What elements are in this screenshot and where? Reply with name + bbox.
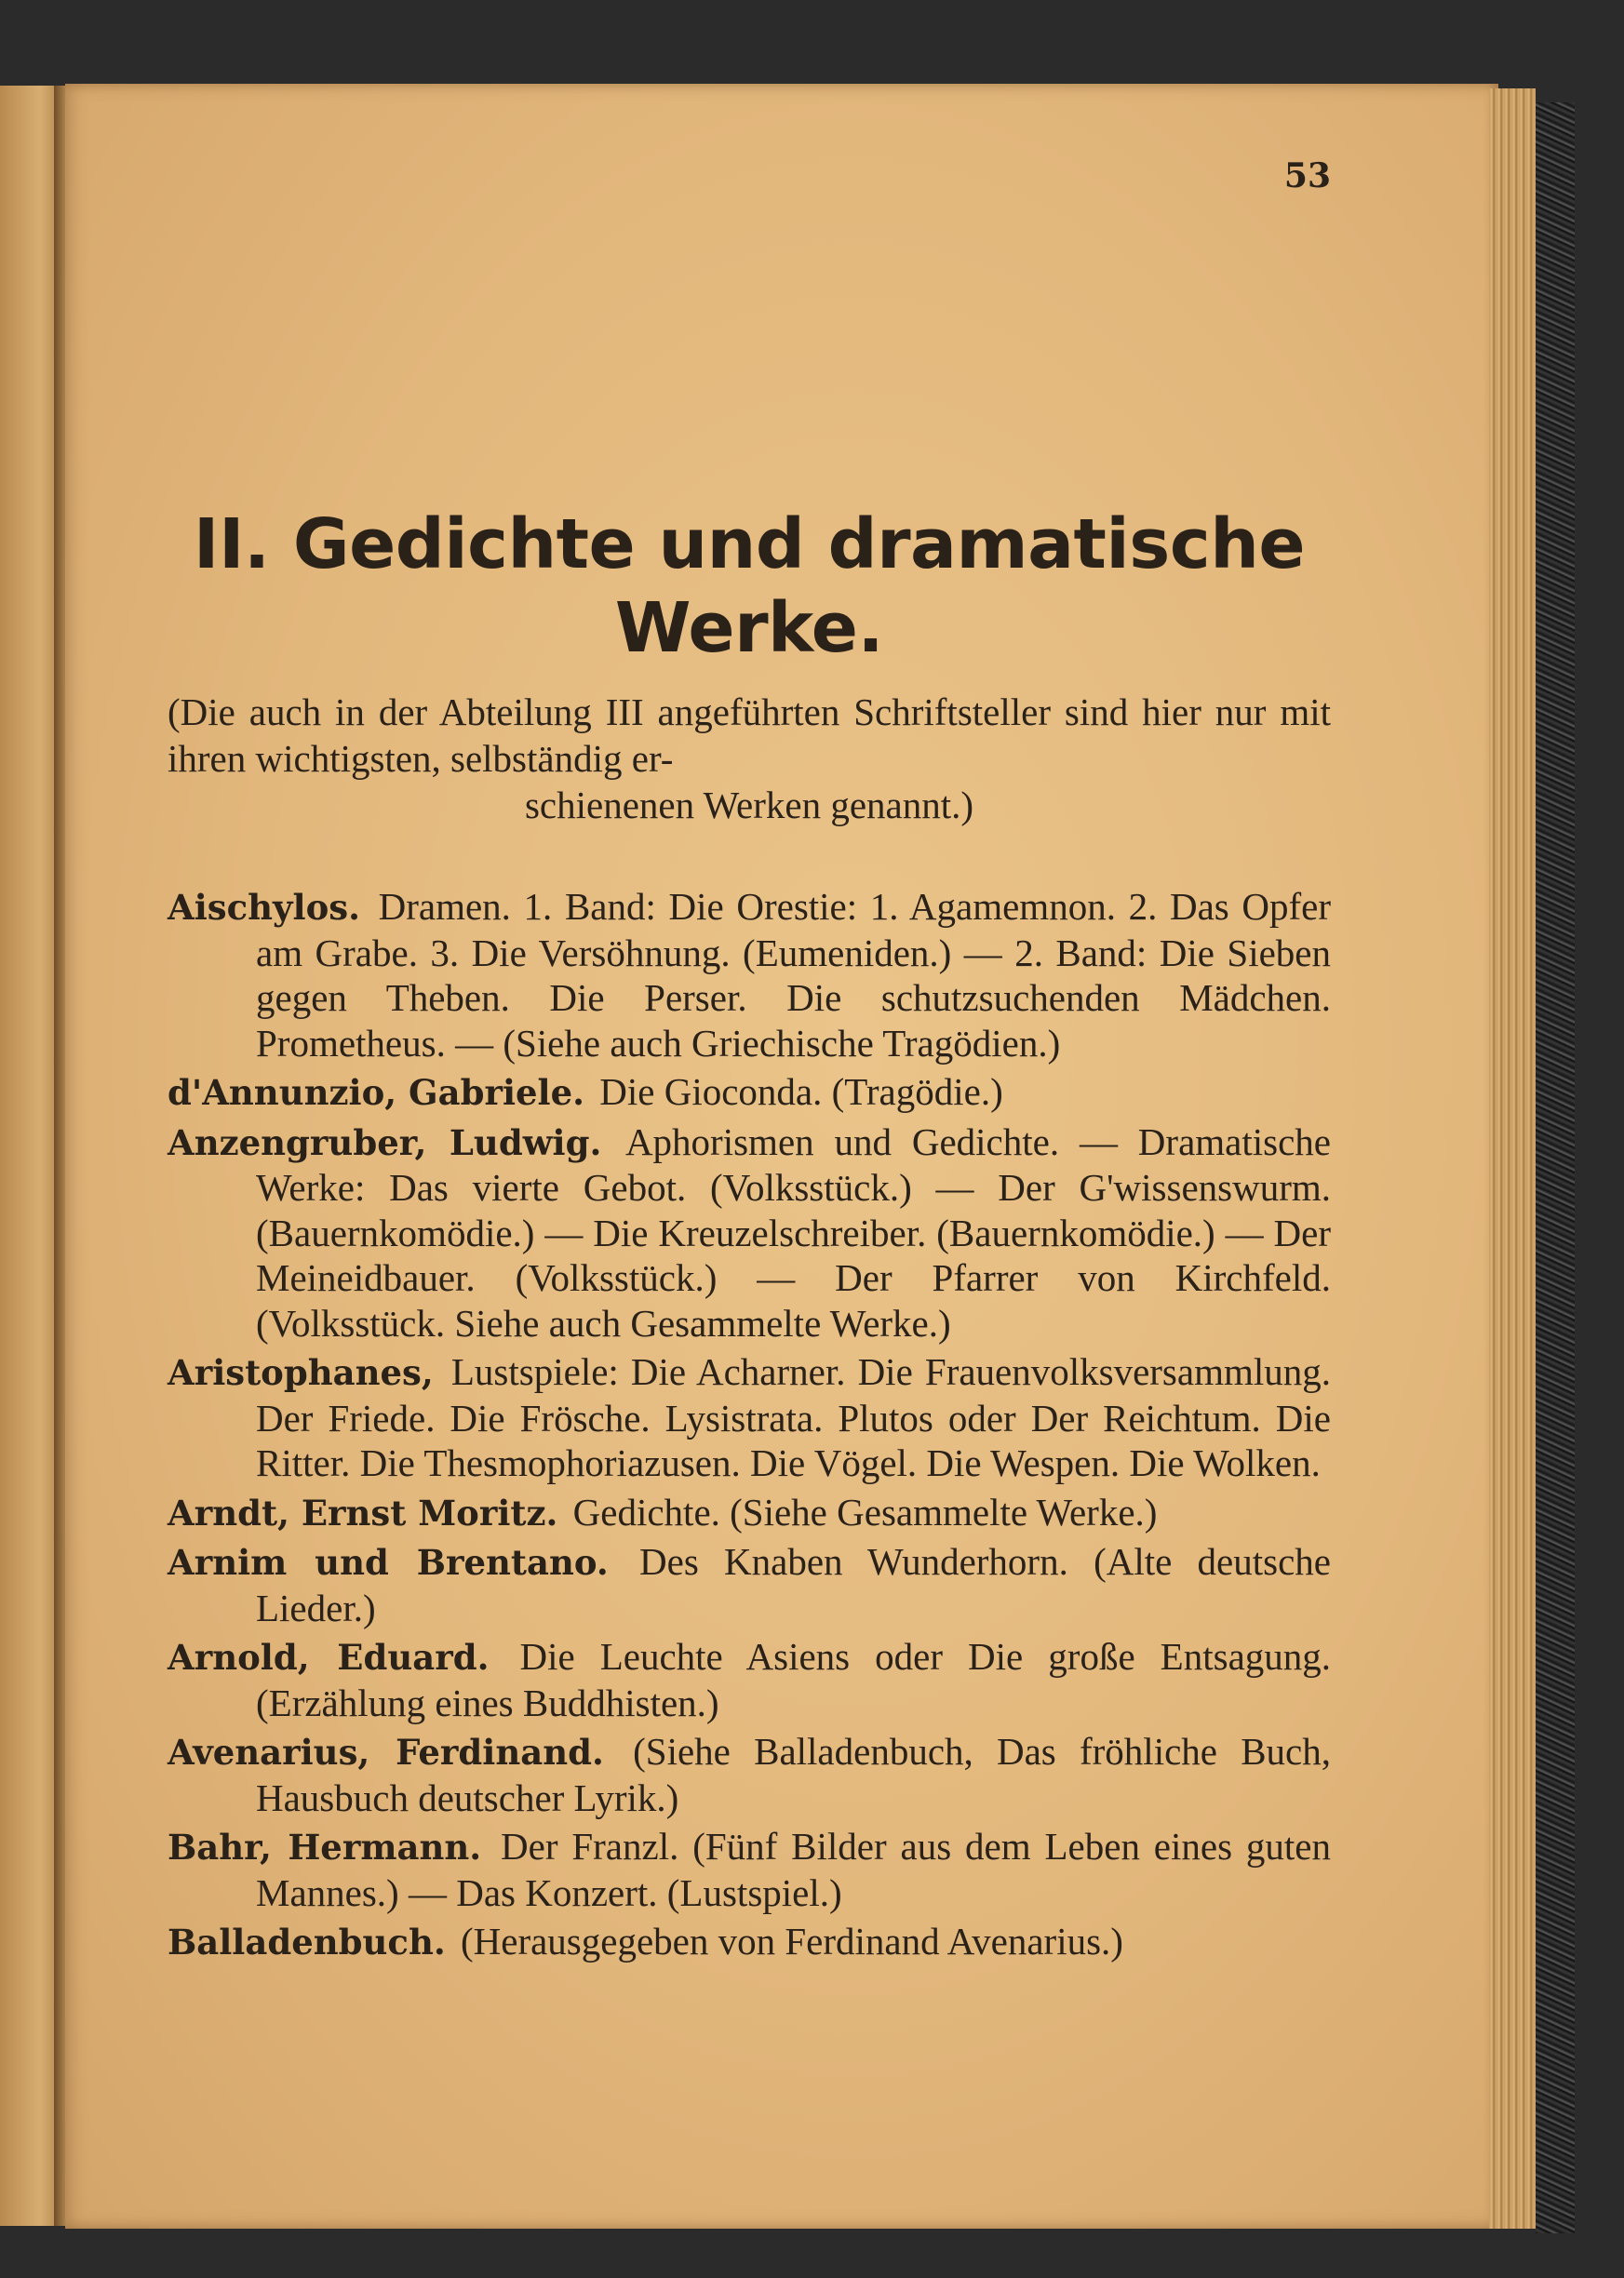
list-item bbox=[168, 1729, 1331, 1820]
section-intro bbox=[168, 689, 1331, 828]
entry-text: Des Knaben Wunderhorn. (Alte deutsche Lieder.) bbox=[256, 1540, 1331, 1629]
entry-text: Gedichte. (Siehe Gesammelte Werke.) bbox=[572, 1490, 1158, 1534]
entry-author: Anzengruber, Ludwig. bbox=[168, 1121, 602, 1163]
entry-text: Die Gioconda. (Tragödie.) bbox=[599, 1070, 1003, 1113]
list-item bbox=[168, 1490, 1331, 1536]
entry-text: (Siehe Balladenbuch, Das fröhliche Buch, Hausbuch deutscher Lyrik.) bbox=[256, 1730, 1332, 1819]
entry-text: Die Leuchte Asiens oder Die große Entsagung. (Erzählung eines Buddhisten.) bbox=[256, 1635, 1332, 1724]
bibliography-list bbox=[168, 884, 1331, 1969]
section-heading bbox=[168, 502, 1331, 670]
page-edges bbox=[1489, 88, 1536, 2229]
list-item bbox=[168, 1919, 1331, 1965]
entry-author: d'Annunzio, Gabriele. bbox=[168, 1072, 585, 1113]
entry-text: Lustspiele: Die Acharner. Die Frauenvolksversammlung. Der Friede. Die Frösche. Lysistrata. Plutos oder Der Reichtum. Die Ritter. Die Thesmophoriazusen. Die Vögel. Die Wespen. Die Wolken. bbox=[256, 1350, 1332, 1484]
entry-author: Arnold, Eduard. bbox=[168, 1637, 490, 1678]
list-item bbox=[168, 1634, 1331, 1725]
page-number: 53 bbox=[1283, 156, 1331, 195]
list-item bbox=[168, 1539, 1331, 1630]
entry-author: Balladenbuch. bbox=[168, 1922, 446, 1963]
section-heading-line-2: Werke. bbox=[614, 588, 884, 668]
book-binding bbox=[1536, 102, 1575, 2233]
intro-text: (Die auch in der Abteilung III angeführten Schriftsteller sind hier nur mit ihren wichtigsten, selbständig er- bbox=[168, 690, 1331, 780]
entry-author: Avenarius, Ferdinand. bbox=[168, 1732, 604, 1773]
intro-text-last-line: schienenen Werken genannt.) bbox=[524, 784, 974, 826]
entry-author: Aristophanes, bbox=[168, 1352, 434, 1393]
section-heading-line-1: II. Gedichte und dramatische bbox=[193, 504, 1306, 584]
list-item bbox=[168, 1069, 1331, 1116]
entry-text: Der Franzl. (Fünf Bilder aus dem Leben eines guten Mannes.) — Das Konzert. (Lustspiel.) bbox=[256, 1825, 1332, 1914]
list-item bbox=[168, 1349, 1331, 1486]
entry-author: Aischylos. bbox=[168, 887, 360, 928]
list-item bbox=[168, 1119, 1331, 1347]
entry-text: Dramen. 1. Band: Die Orestie: 1. Agamemnon. 2. Das Opfer am Grabe. 3. Die Versöhnung. (Eumeniden.) — 2. Band: Die Sieben gegen Theben. Die Perser. Die schutzsuchenden Mädchen. Prometheus. — (Siehe auch Griechische Tragödien.) bbox=[256, 885, 1331, 1065]
entry-author: Arnim und Brentano. bbox=[168, 1542, 609, 1583]
entry-author: Arndt, Ernst Moritz. bbox=[168, 1492, 558, 1534]
list-item bbox=[168, 884, 1331, 1065]
list-item bbox=[168, 1824, 1331, 1915]
entry-text: (Herausgegeben von Ferdinand Avenarius.) bbox=[460, 1920, 1123, 1963]
entry-text: Aphorismen und Gedichte. — Dramatische Werke: Das vierte Gebot. (Volksstück.) — Der G'wissenswurm. (Bauernkomödie.) — Die Kreuzelschreiber. (Bauernkomödie.) — Der Meineidbauer. (Volksstück.) — Der Pfarrer von Kirchfeld. (Volksstück. Siehe auch Gesammelte Werke.) bbox=[256, 1119, 1331, 1345]
entry-author: Bahr, Hermann. bbox=[168, 1827, 482, 1868]
